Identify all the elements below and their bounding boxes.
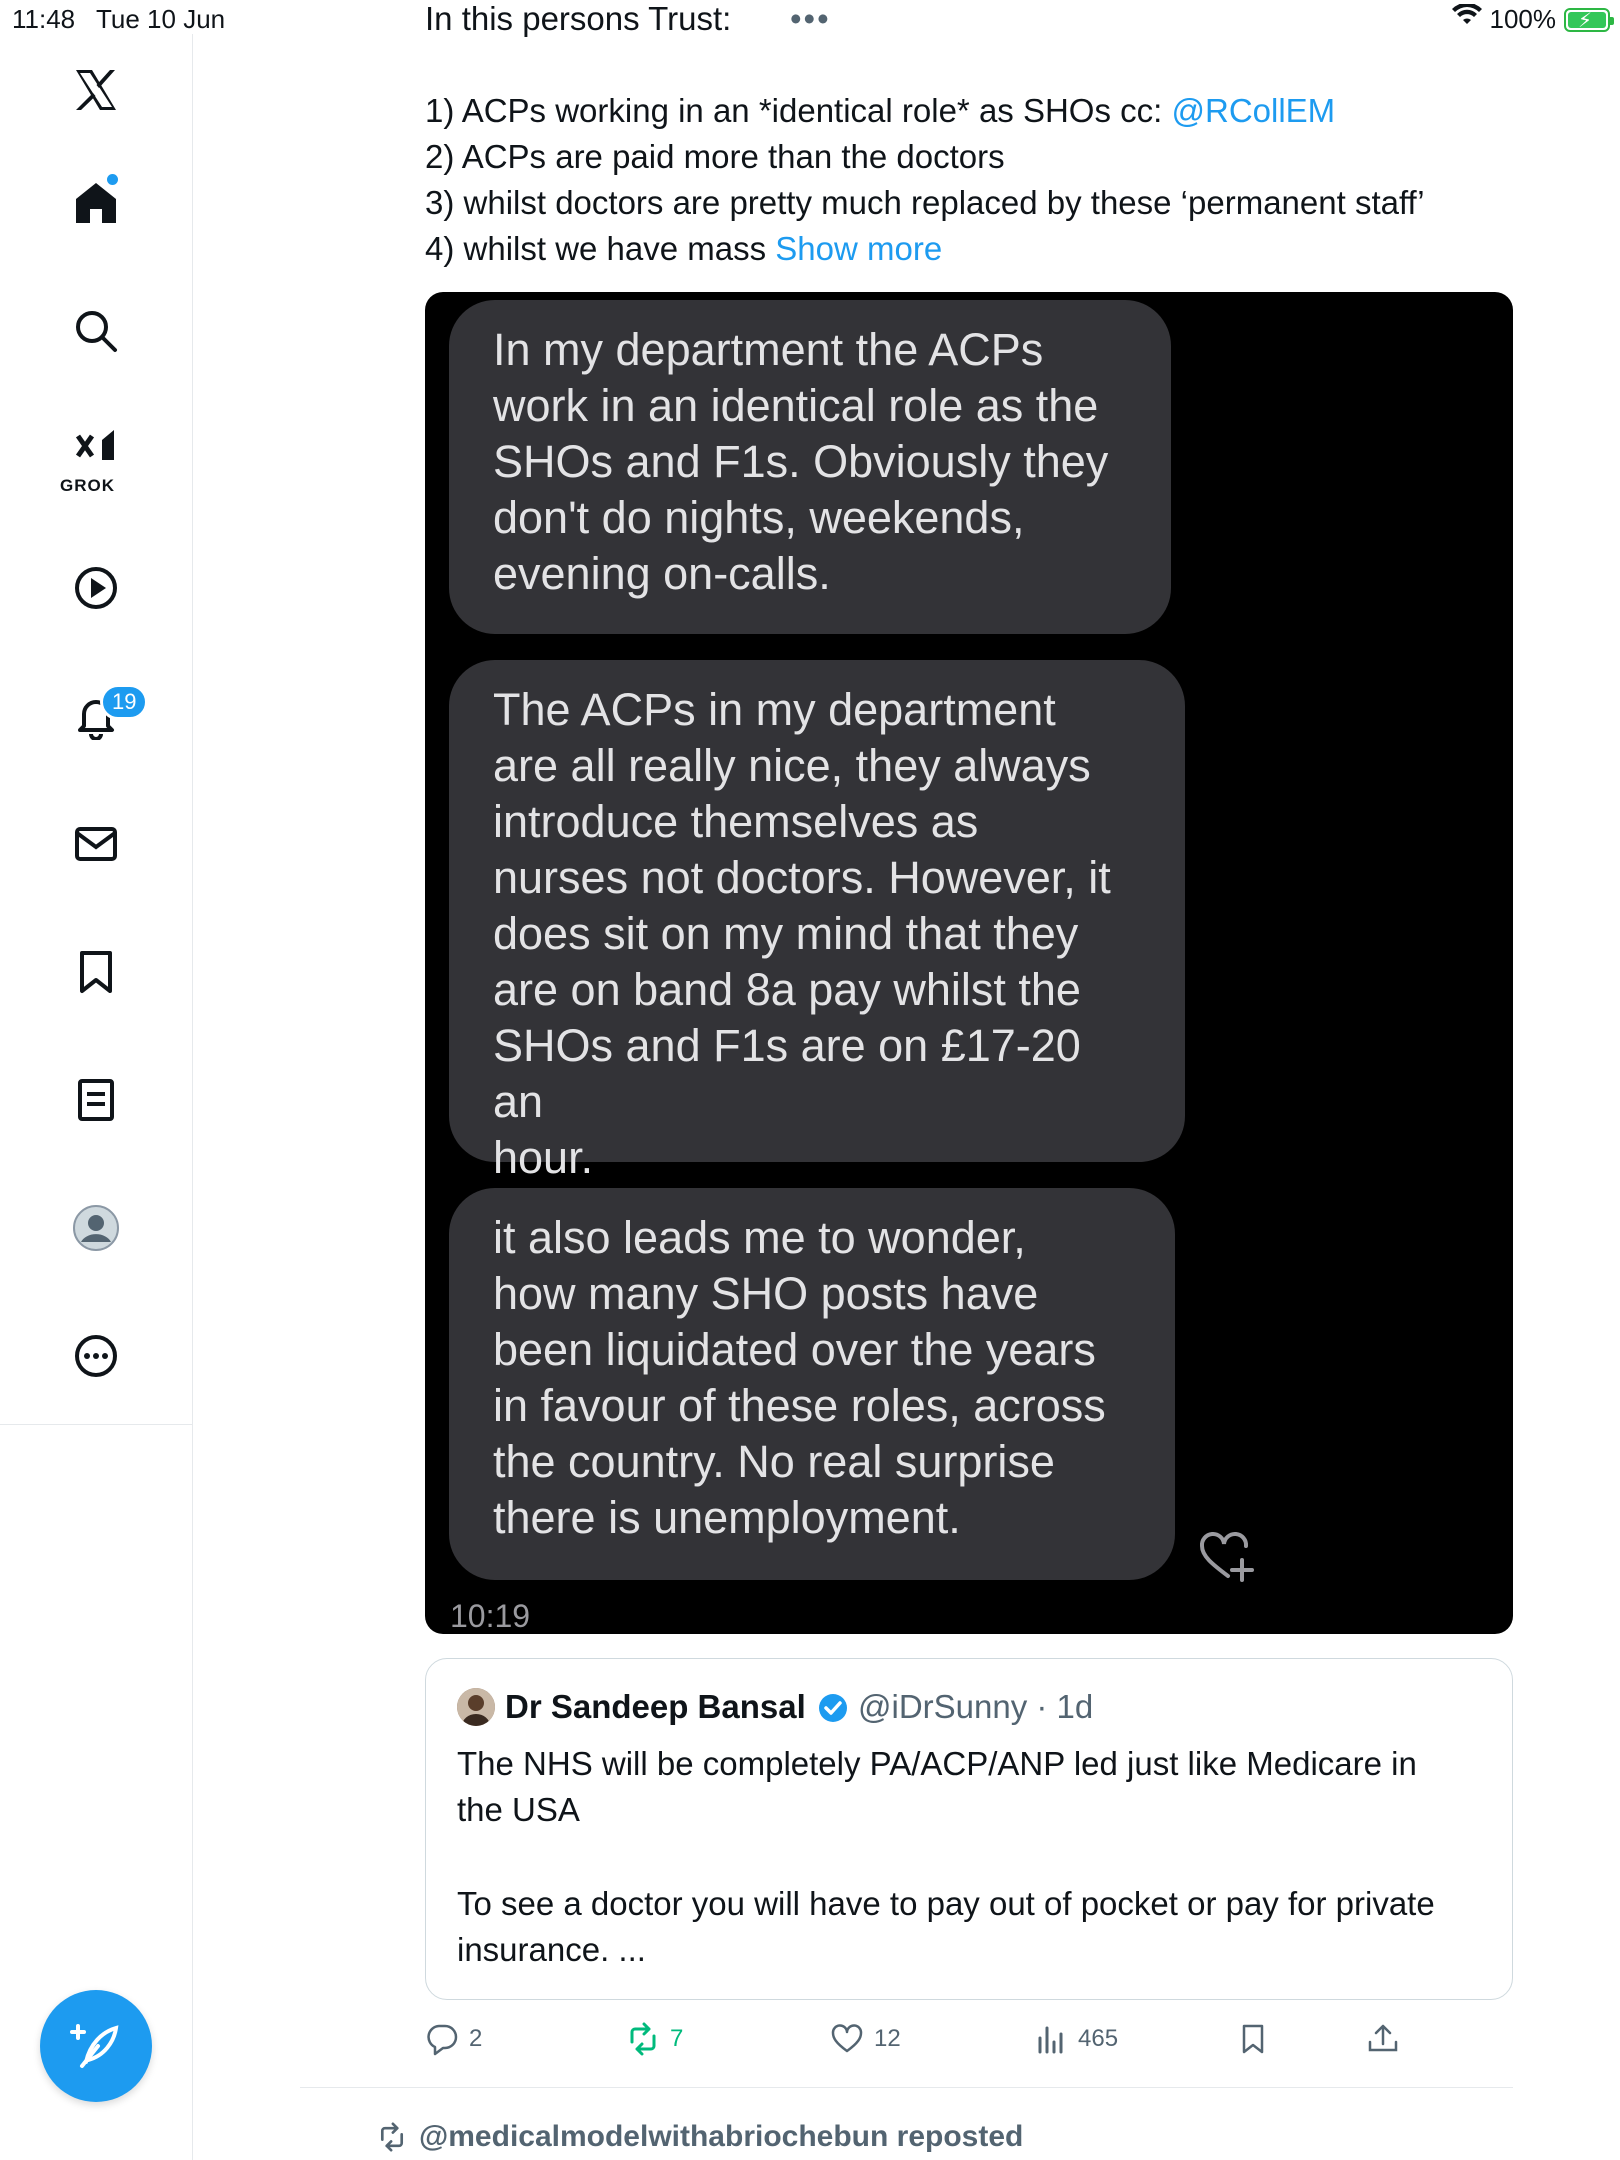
bubble-line: The ACPs in my department <box>493 684 1056 735</box>
battery-icon: ⚡ <box>1564 8 1610 32</box>
bubble-line: it also leads me to wonder, <box>493 1212 1026 1263</box>
grok-label: GROK <box>60 476 115 495</box>
status-date: Tue 10 Jun <box>96 4 226 34</box>
repost-header-label: @medicalmodelwithabriochebun reposted <box>419 2120 1024 2153</box>
tweet-line-1-text: 1) ACPs working in an *identical role* as SHOs cc: <box>425 92 1172 129</box>
tweet-heading: In this persons Trust: <box>425 0 732 37</box>
share-button[interactable] <box>1366 2022 1400 2056</box>
verified-badge-icon <box>818 1693 848 1728</box>
repost-header[interactable] <box>377 2120 1023 2154</box>
views-button[interactable] <box>1034 2022 1118 2056</box>
mention-link[interactable]: @RCollEM <box>1171 92 1336 129</box>
views-count: 465 <box>1078 2025 1119 2052</box>
bubble-line: nurses not doctors. However, it <box>493 852 1111 903</box>
quoted-text-line: insurance. ... <box>457 1931 646 1968</box>
message-bubble-2 <box>449 660 1185 1183</box>
bookmark-button[interactable] <box>1236 2022 1270 2056</box>
bubble-line: there is unemployment. <box>493 1492 961 1543</box>
wifi-icon <box>1452 4 1482 35</box>
bubble-line: are all really nice, they always <box>493 740 1091 791</box>
message-bubble-3 <box>449 1188 1175 1580</box>
bubble-line: work in an identical role as the <box>493 380 1099 431</box>
tweet-line-3: 3) whilst doctors are pretty much replaced by these ‘permanent staff’ <box>425 184 1425 221</box>
bubble-line: introduce themselves as <box>493 796 979 847</box>
profile-avatar-icon[interactable] <box>66 1198 126 1258</box>
bubble-line: SHOs and F1s. Obviously they <box>493 436 1109 487</box>
search-icon[interactable] <box>66 301 126 361</box>
bubble-line: hour. <box>493 1132 594 1183</box>
quoted-text-line: the USA <box>457 1791 580 1828</box>
quoted-author-name[interactable]: Dr Sandeep Bansal <box>505 1688 806 1725</box>
bubble-line: been liquidated over the years <box>493 1324 1096 1375</box>
more-options-dots-icon[interactable]: ••• <box>790 0 831 37</box>
lists-icon[interactable] <box>66 1070 126 1130</box>
heart-icon <box>830 2022 864 2056</box>
x-logo-icon[interactable] <box>66 60 126 120</box>
bubble-line: evening on-calls. <box>493 548 831 599</box>
bubble-line: does sit on my mind that they <box>493 908 1079 959</box>
tweet-line-4-text: 4) whilst we have mass <box>425 230 776 267</box>
bookmark-icon[interactable] <box>66 942 126 1002</box>
repost-icon <box>377 2122 407 2152</box>
tweet-line-1 <box>425 92 1335 130</box>
status-time: 11:48 <box>12 4 76 34</box>
message-bubble-1 <box>449 300 1171 634</box>
like-button[interactable] <box>830 2022 901 2056</box>
more-options-icon[interactable] <box>66 1326 126 1386</box>
heart-plus-icon <box>1198 1530 1258 1589</box>
compose-post-button[interactable] <box>40 1990 152 2102</box>
message-timestamp: 10:19 <box>450 1598 531 1634</box>
quoted-text-line: To see a doctor you will have to pay out of pocket or pay for private <box>457 1885 1435 1922</box>
bubble-line: don't do nights, weekends, <box>493 492 1025 543</box>
bubble-line: in favour of these roles, across <box>493 1380 1106 1431</box>
messages-envelope-icon[interactable] <box>66 814 126 874</box>
bookmark-icon <box>1236 2022 1270 2056</box>
status-indicators <box>1452 4 1611 35</box>
notifications-badge: 19 <box>100 684 148 720</box>
grok-icon[interactable] <box>66 420 126 480</box>
show-more-link[interactable]: Show more <box>775 230 943 267</box>
repost-count: 7 <box>670 2025 684 2052</box>
bubble-line: the country. No real surprise <box>493 1436 1055 1487</box>
battery-percent: 100% <box>1489 4 1556 34</box>
share-upload-icon <box>1366 2022 1400 2056</box>
quoted-author-avatar[interactable] <box>457 1688 495 1726</box>
home-unread-dot <box>107 174 118 185</box>
reply-button[interactable] <box>425 2022 482 2056</box>
bubble-line: In my department the ACPs <box>493 324 1044 375</box>
quoted-text-line: The NHS will be completely PA/ACP/ANP led just like Medicare in <box>457 1745 1417 1782</box>
bubble-line: how many SHO posts have <box>493 1268 1039 1319</box>
quoted-author-handle: @iDrSunny · 1d <box>858 1688 1094 1725</box>
like-count: 12 <box>874 2025 901 2052</box>
video-icon[interactable] <box>66 558 126 618</box>
bubble-line: are on band 8a pay whilst the <box>493 964 1081 1015</box>
tweet-divider <box>300 2087 1513 2088</box>
compose-feather-icon <box>68 2018 124 2074</box>
repost-button[interactable] <box>626 2022 683 2056</box>
reply-bubble-icon <box>425 2022 459 2056</box>
sidebar-divider <box>0 1424 192 1425</box>
bubble-line: SHOs and F1s are on £17-20 an <box>493 1020 1081 1127</box>
tweet-media-image[interactable] <box>425 292 1513 1634</box>
reply-count: 2 <box>469 2025 483 2052</box>
views-chart-icon <box>1034 2022 1068 2056</box>
repost-icon <box>626 2022 660 2056</box>
tweet-line-4 <box>425 230 942 268</box>
tweet-line-2: 2) ACPs are paid more than the doctors <box>425 138 1005 175</box>
